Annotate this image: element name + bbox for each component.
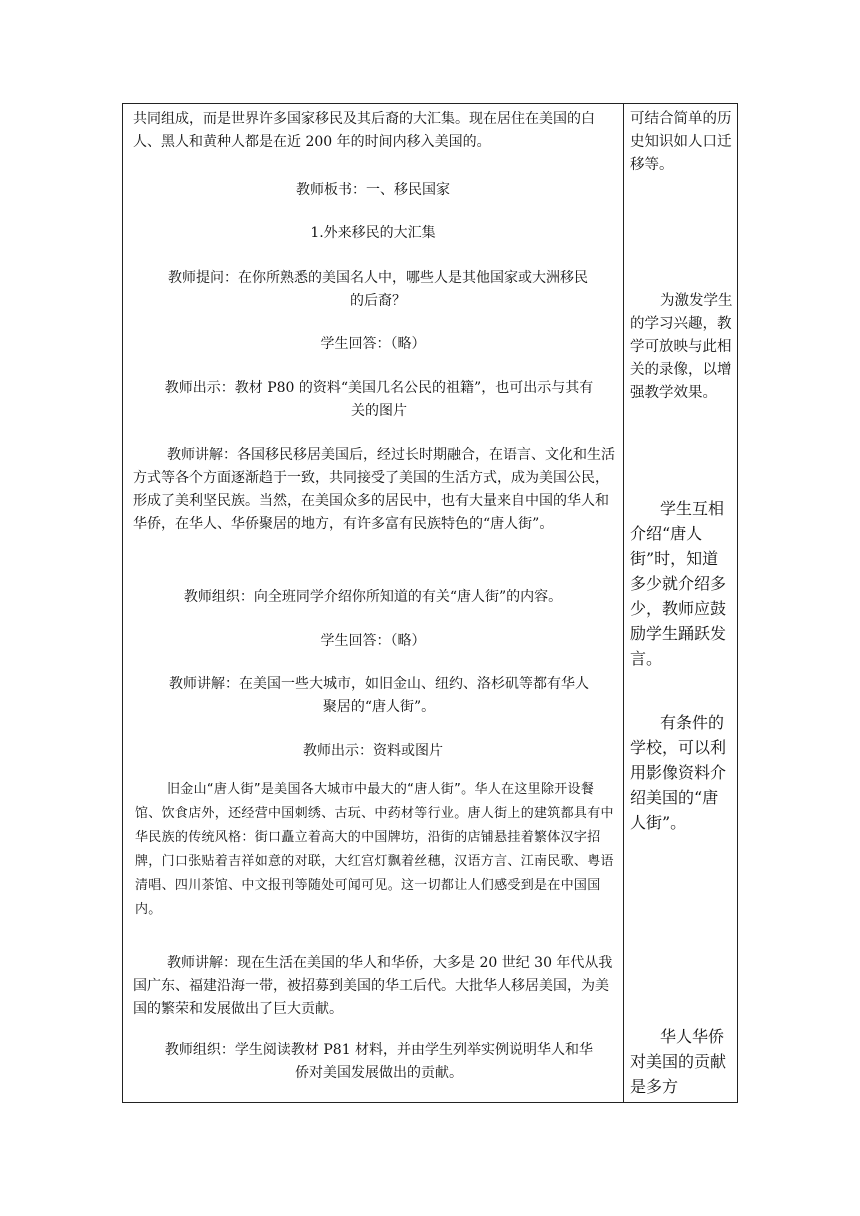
teacher-question: 教师提问：在你所熟悉的美国名人中，哪些人是其他国家或大洲移民的后裔？ [168,270,588,309]
chinatown-quote: 旧金山“唐人街”是美国各大城市中最大的“唐人街”。华人在这里除开设餐馆、饮食店外，还经营中国刺绣、古玩、中药材等行业。唐人街上的建筑都具有中华民族的传统风格：街口矗立着高大的中国牌坊，沿街的店铺悬挂着繁体汉字招牌，门口张贴着吉祥如意的对联，大红宫灯飘着丝穗，汉语方言、江南民歌、粤语清唱、四川茶馆、中文报刊等随处可闻可见。这一切都让人们感受到是在中国国内。 [135,782,614,917]
teacher-board: 教师板书：一、移民国家 [296,182,450,198]
side-note-1: 可结合简单的历史知识如人口迁移等。 [630,111,732,173]
lesson-table [122,103,738,1103]
teacher-explain-3: 教师讲解：现在生活在美国的华人和华侨，大多是 20 世纪 30 年代从我国广东、福建沿海一带，被招募到美国的华工后代。大批华人移居美国，为美国的繁荣和发展做出了巨大贡献。 [133,955,613,1017]
teacher-explain-2: 教师讲解：在美国一些大城市，如旧金山、纽约、洛杉矶等都有华人聚居的“唐人街”。 [169,676,589,715]
main-column [123,104,623,1102]
para-intro: 共同组成，而是世界许多国家移民及其后裔的大汇集。现在居住在美国的白人、黑人和黄种人都是在近 200 年的时间内移入美国的。 [133,111,595,150]
side-note-3: 学生互相介绍“唐人街”时，知道多少就介绍多少，教师应鼓励学生踊跃发言。 [630,499,727,668]
teacher-show-1: 教师出示：教材 P80 的资料“美国几名公民的祖籍”，也可出示与其有关的图片 [164,380,594,419]
side-note-5: 华人华侨对美国的贡献是多方 [630,1027,727,1096]
side-note-2: 为激发学生的学习兴趣，教学可放映与此相关的录像，以增强教学效果。 [630,293,733,401]
notes-column [624,104,738,1102]
teacher-organize-1: 教师组织：向全班同学介绍你所知道的有关“唐人街”的内容。 [183,589,563,605]
side-note-4: 有条件的学校，可以利用影像资料介绍美国的“唐人街”。 [630,713,727,832]
student-answer-2: 学生回答：（略） [320,633,426,649]
teacher-explain-1: 教师讲解：各国移民移居美国后，经过长时期融合，在语言、文化和生活方式等各个方面逐渐趋于一致，共同接受了美国的生活方式，成为美国公民，形成了美利坚民族。当然，在美国众多的居民中，也有大量来自中国的华人和华侨，在华人、华侨聚居的地方，有许多富有民族特色的“唐人街”。 [133,447,615,532]
teacher-organize-2: 教师组织：学生阅读教材 P81 材料，并由学生列举实例说明华人和华侨对美国发展做出的贡献。 [164,1042,594,1081]
teacher-show-2: 教师出示：资料或图片 [303,743,443,759]
section-heading: 1.外来移民的大汇集 [310,225,436,241]
student-answer-1: 学生回答：（略） [320,336,426,352]
